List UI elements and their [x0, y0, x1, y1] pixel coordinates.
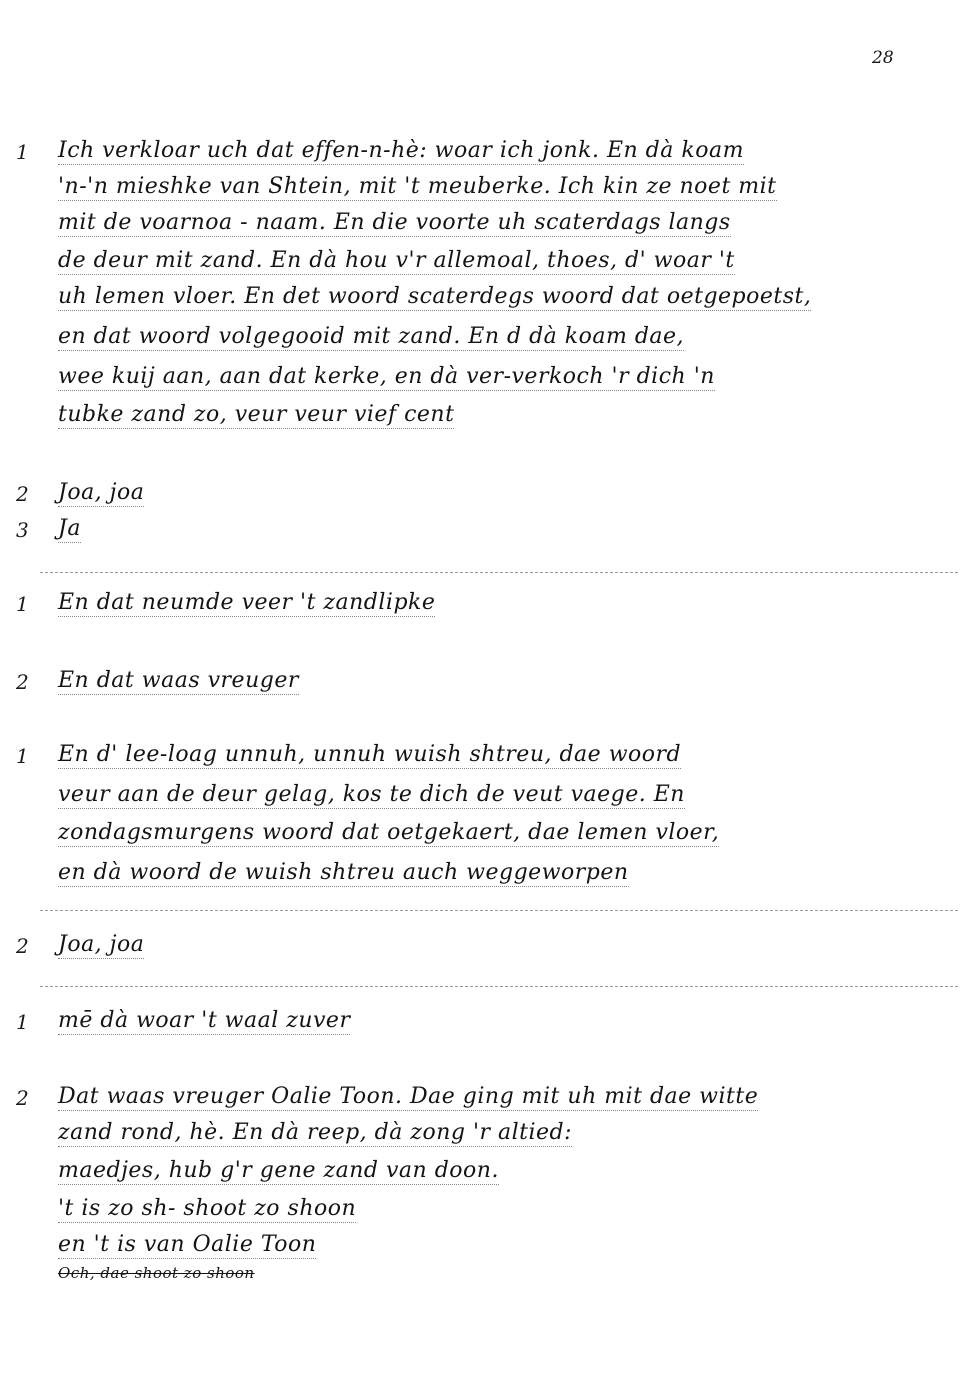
speaker-number: 2	[16, 670, 29, 694]
line-text: Joa, joa	[58, 480, 145, 505]
dashed-rule	[40, 986, 958, 987]
speaker-number: 1	[16, 140, 29, 164]
transcript-line	[0, 478, 966, 510]
line-text: mit de voarnoa - naam. En die voorte uh scaterdags langs	[58, 210, 731, 235]
transcript-line	[0, 858, 966, 890]
line-text: uh lemen vloer. En det woord scaterdegs woord dat oetgepoetst,	[58, 284, 812, 309]
transcript-line	[0, 208, 966, 240]
dashed-rule	[40, 910, 958, 911]
transcript-line	[0, 740, 966, 772]
line-text: tubke zand zo, veur veur vief cent	[58, 402, 455, 427]
transcript-line	[0, 322, 966, 354]
line-text: veur aan de deur gelag, kos te dich de veut vaege. En	[58, 782, 685, 807]
speaker-number: 2	[16, 934, 29, 958]
line-text: En dat waas vreuger	[58, 668, 299, 693]
line-text: Dat waas vreuger Oalie Toon. Dae ging mit uh mit dae witte	[58, 1084, 759, 1109]
line-text: Joa, joa	[58, 932, 145, 957]
page-number: 28	[872, 48, 894, 68]
line-text: de deur mit zand. En dà hou v'r allemoal, thoes, d' woar 't	[58, 248, 735, 273]
line-text: 't is zo sh- shoot zo shoon	[58, 1196, 357, 1221]
transcript-line	[0, 780, 966, 812]
struck-line	[0, 1256, 966, 1288]
speaker-number: 2	[16, 482, 29, 506]
transcript-line	[0, 930, 966, 962]
speaker-number: 1	[16, 592, 29, 616]
transcript-line	[0, 172, 966, 204]
transcript-line	[0, 1006, 966, 1038]
transcript-line	[0, 514, 966, 546]
line-text: mē dà woar 't waal zuver	[58, 1008, 351, 1033]
line-text: zand rond, hè. En dà reep, dà zong 'r altied:	[58, 1120, 573, 1145]
transcript-line	[0, 246, 966, 278]
line-text: en dat woord volgegooid mit zand. En d dà koam dae,	[58, 324, 685, 349]
transcript-line	[0, 1156, 966, 1188]
dashed-rule	[40, 572, 958, 573]
transcript-line	[0, 666, 966, 698]
transcript-line	[0, 136, 966, 168]
line-text: en dà woord de wuish shtreu auch weggeworpen	[58, 860, 629, 885]
line-text: En d' lee-loag unnuh, unnuh wuish shtreu, dae woord	[58, 742, 682, 767]
transcript-line	[0, 362, 966, 394]
transcript-line	[0, 1118, 966, 1150]
transcript-line	[0, 1194, 966, 1226]
line-text: wee kuij aan, aan dat kerke, en dà ver-verkoch 'r dich 'n	[58, 364, 715, 389]
line-text: Ja	[58, 516, 81, 541]
line-text: en 't is van Oalie Toon	[58, 1232, 317, 1257]
speaker-number: 1	[16, 744, 29, 768]
speaker-number: 1	[16, 1010, 29, 1034]
speaker-number: 3	[16, 518, 29, 542]
line-text: Ich verkloar uch dat effen-n-hè: woar ich jonk. En dà koam	[58, 138, 744, 163]
line-text: En dat neumde veer 't zandlipke	[58, 590, 436, 615]
transcript-line	[0, 588, 966, 620]
line-text: zondagsmurgens woord dat oetgekaert, dae lemen vloer,	[58, 820, 720, 845]
line-text: maedjes, hub g'r gene zand van doon.	[58, 1158, 499, 1183]
transcript-line	[0, 400, 966, 432]
transcript-line	[0, 282, 966, 314]
transcript-line	[0, 818, 966, 850]
struck-line-text: Och, dae shoot zo shoon	[58, 1264, 255, 1282]
speaker-number: 2	[16, 1086, 29, 1110]
line-text: 'n-'n mieshke van Shtein, mit 't meuberke. Ich kin ze noet mit	[58, 174, 777, 199]
transcript-line	[0, 1082, 966, 1114]
